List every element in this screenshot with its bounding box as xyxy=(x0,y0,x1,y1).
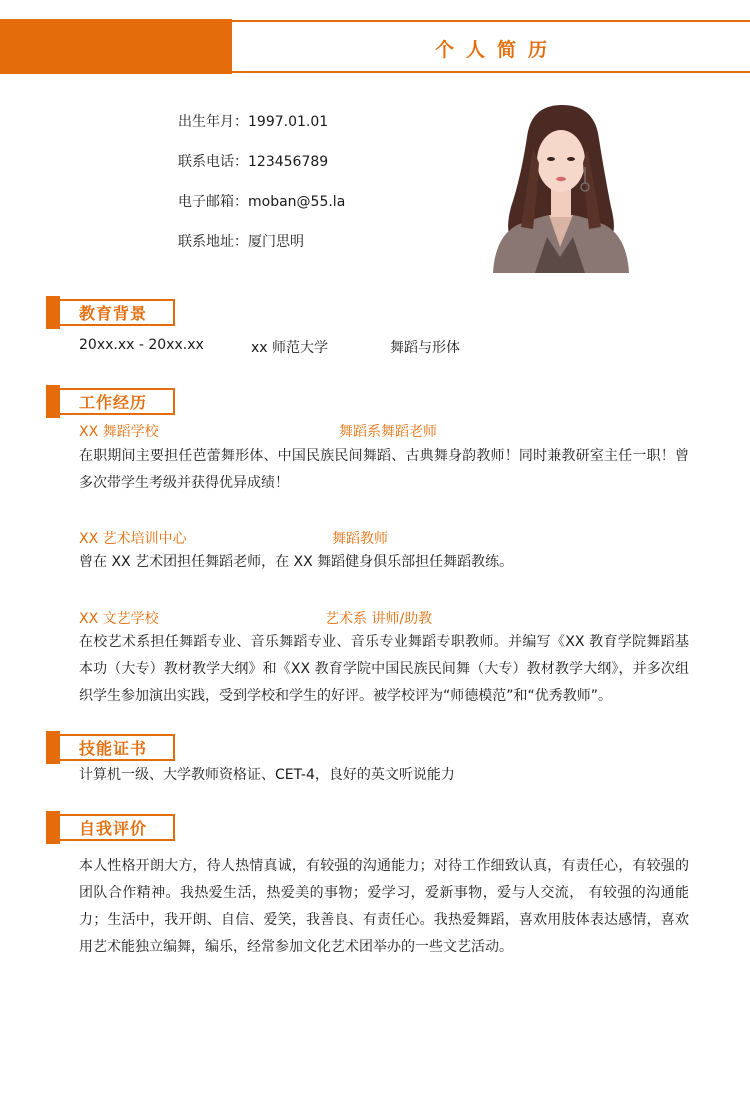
education-school: xx 师范大学 xyxy=(251,340,329,356)
job-org: XX 艺术培训中心 xyxy=(79,531,187,547)
job-description: 曾在 XX 艺术团担任舞蹈老师，在 XX 舞蹈健身俱乐部担任舞蹈教练。 xyxy=(79,554,514,570)
section-title: 教育背景 xyxy=(79,304,148,323)
section-heading-education xyxy=(46,296,176,329)
job-role: 艺术系 讲师/助教 xyxy=(325,611,433,627)
header-accent-block xyxy=(0,19,232,74)
info-row-email xyxy=(178,192,345,232)
resume-header xyxy=(0,19,750,74)
info-row-phone xyxy=(178,152,345,192)
heading-accent-bar xyxy=(46,296,60,329)
info-label: 电子邮箱 xyxy=(178,194,234,210)
education-period: 20xx.xx - 20xx.xx xyxy=(79,337,204,353)
info-separator: ： xyxy=(234,154,248,170)
job-org: XX 舞蹈学校 xyxy=(79,424,159,440)
info-value: moban@55.la xyxy=(248,194,346,210)
self-eval-text: 本人性格开朗大方，待人热情真诚，有较强的沟通能力；对待工作细致认真，有责任心，有较强的团队合作精神。我热爱生活，热爱美的事物；爱学习，爱新事物，爱与人交流， 有较强的沟通能力；生活中，我开朗、自信、爱笑，我善良、有责任心。我热爱舞蹈，喜欢用肢体表达感情，喜欢用艺术能独立编舞，编乐，经常参加文化艺术团举办的一些文艺活动。 xyxy=(79,858,689,955)
info-separator: ： xyxy=(234,234,248,250)
info-value: 厦门思明 xyxy=(248,234,304,250)
section-heading-work xyxy=(46,385,176,418)
info-label: 联系地址 xyxy=(178,234,234,250)
info-value: 123456789 xyxy=(248,154,329,170)
header-title-bar xyxy=(232,20,750,73)
profile-photo xyxy=(487,97,633,273)
page-title: 个人简历 xyxy=(434,39,559,61)
heading-accent-bar xyxy=(46,811,60,844)
section-title: 工作经历 xyxy=(79,393,148,412)
info-label: 出生年月 xyxy=(178,114,234,130)
education-major: 舞蹈与形体 xyxy=(390,340,460,356)
skills-text: 计算机一级、大学教师资格证、CET-4，良好的英文听说能力 xyxy=(79,767,455,783)
heading-accent-bar xyxy=(46,731,60,764)
info-row-address xyxy=(178,232,345,272)
personal-info xyxy=(178,112,345,272)
job-description: 在职期间主要担任芭蕾舞形体、中国民族民间舞蹈、古典舞身韵教师！同时兼教研室主任一职！曾多次带学生考级并获得优异成绩！ xyxy=(79,448,689,491)
info-value: 1997.01.01 xyxy=(248,114,329,130)
section-title: 技能证书 xyxy=(79,739,148,758)
heading-accent-bar xyxy=(46,385,60,418)
section-heading-self-eval xyxy=(46,811,176,844)
job-description: 在校艺术系担任舞蹈专业、音乐舞蹈专业、音乐专业舞蹈专职教师。并编写《XX 教育学院舞蹈基本功（大专）教材教学大纲》和《XX 教育学院中国民族民间舞（大专）教材教学大纲》，并多次组织学生参加演出实践，受到学校和学生的好评。被学校评为“师德模范”和“优秀教师”。 xyxy=(79,634,689,704)
info-separator: ： xyxy=(234,194,248,210)
job-org: XX 文艺学校 xyxy=(79,611,159,627)
info-separator: ： xyxy=(234,114,248,130)
info-label: 联系电话 xyxy=(178,154,234,170)
section-title: 自我评价 xyxy=(79,819,148,838)
section-heading-skills xyxy=(46,731,176,764)
job-role: 舞蹈系舞蹈老师 xyxy=(339,424,437,440)
info-row-birth xyxy=(178,112,345,152)
job-role: 舞蹈教师 xyxy=(332,531,388,547)
